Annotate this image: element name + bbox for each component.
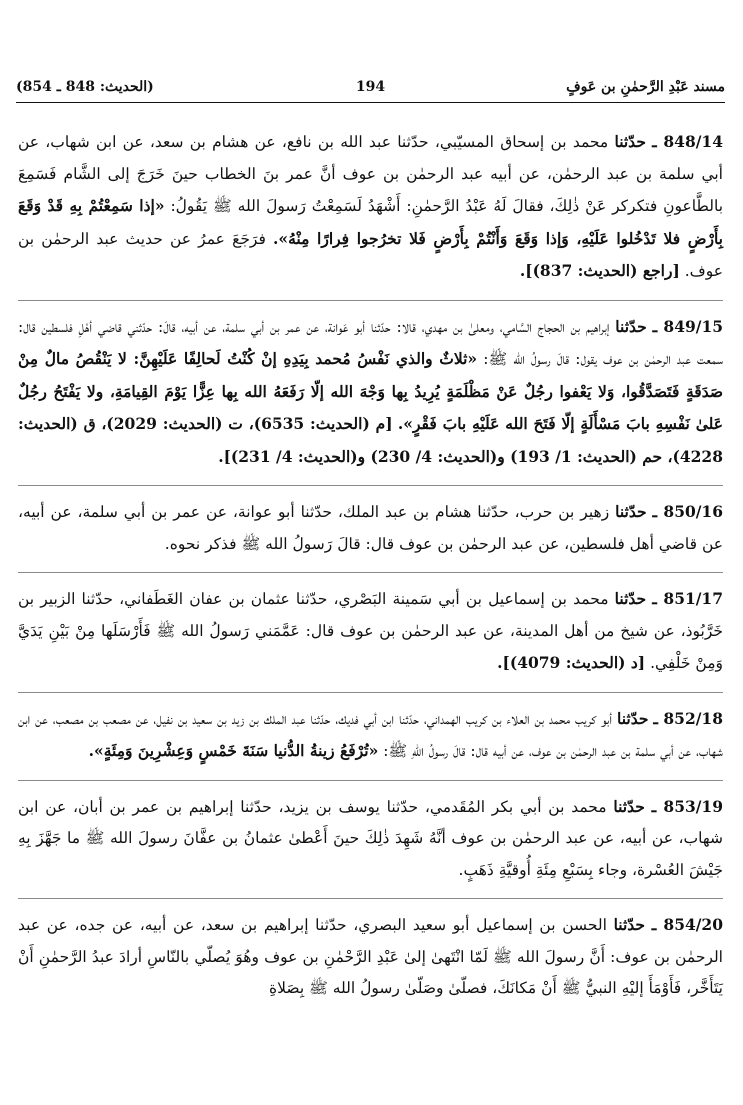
haddathana: حدّثنا xyxy=(615,502,647,521)
hadith-tail: فرَجَعَ عمرُ عن حديث عبد الرحمٰن بن عوف. xyxy=(18,229,723,280)
hadith-reference: [د (الحديث: 4079)]. xyxy=(497,653,646,672)
running-header xyxy=(16,74,725,100)
haddathana: حدّثنا xyxy=(613,796,645,816)
hadith-range: (الحديث: 848 ـ 854) xyxy=(16,79,154,95)
haddathana: حدّثنا xyxy=(615,316,647,336)
hadith-number: 849/15 ـ xyxy=(652,316,724,336)
hadith-entry xyxy=(18,692,723,780)
hadith-number: 848/14 ـ xyxy=(652,132,723,151)
hadith-number: 852/18 ـ xyxy=(653,708,723,728)
book-title: مسند عَبْدِ الرَّحمٰنِ بن عَوفٍ xyxy=(566,79,725,95)
hadith-entry xyxy=(18,485,723,572)
hadith-matn: «إذا سَمِعْتُمْ بِهِ قَدْ وَقَعَ بِأَرْضٍ فلا تَدْخُلوا عَلَيْهِ، وَإذا وَقَعَ وَأَنْتُمْ بِأَرْضٍ فَلا تخرُجوا فِرارًا مِنْهُ». xyxy=(18,196,723,248)
hadith-reference: [م (الحديث: 6535)، ت (الحديث: 2029)، ق (الحديث: 4228)، حم (الحديث: 1/ 193) و(الحديث: 4/ 230) و(الحديث: 4/ 231)]. xyxy=(18,414,723,466)
hadith-entry xyxy=(18,116,723,300)
hadith-isnad: أبو كريب محمد بن العلاء بن كريب الهمداني، حدّثنا ابن أبي فديك، حدّثنا عبد الملك بن زيد بن سعيد بن نفيل، عن مصعب بن مصعب، عن ابن شهاب، عن أبي سلمة بن عبد الرحمٰن بن عوف، عن أبيه قال: قالَ رسولُ اللهِ ﷺ: xyxy=(18,709,723,760)
hadith-entry xyxy=(18,572,723,692)
hadith-number: 850/16 ـ xyxy=(652,502,723,521)
hadith-matn: «تُرْفَعُ زينةُ الدُّنيا سَنَةَ خَمْسٍ وَعِشْرِينَ وَمِئَةٍ». xyxy=(88,741,379,760)
haddathana: حدّثنا xyxy=(614,132,646,151)
haddathana: حدّثنا xyxy=(613,915,646,934)
haddathana: حدّثنا xyxy=(614,589,647,608)
hadith-entry xyxy=(18,300,723,486)
haddathana: حدّثنا xyxy=(617,708,649,728)
hadith-matn: «ثلاثٌ والذي نَفْسُ مُحمد بِيَدِهِ إنْ كُنْتُ لَحالِفًا عَلَيْهِنَّ: لا يَنْقُصُ مالٌ مِنْ صَدَقَةٍ فَتَصَدَّقُوا، وَلا يَعْفوا رجُلٌ عَنْ مَظْلَمَةٍ يُرِيدُ بِها وَجْهَ الله إلّا رَفَعَهُ الله بِها عِزًّا يَوْمَ القِيامَةِ، ولا يَفْتَحُ رجُلٌ عَلىٰ نَفْسِهِ بابَ مَسْأَلَةٍ إلّا فَتَحَ الله عَلَيْهِ بابَ فَقْرٍ». xyxy=(18,349,723,433)
hadith-isnad: إبراهيم بن الحجاج السَّامي، ومعلىٰ بن مهدي، قالا: حدّثنا أبو عَوانة، عن عمر بن أبي سلمة، عن أبيه، قالَ: حدّثني قاضي أهْلِ فلسطين قال: سمعت عبد الرحمٰن بن عوف يقول: قالَ رسولُ الله ﷺ: xyxy=(18,317,723,368)
hadith-isnad: الحسن بن إسماعيل أبو سعيد البصري، حدّثنا إبراهيم بن سعد، عن أبيه، عن جده، عن عبد الرحمٰن بن عوف: أَنَّ رسولَ الله ﷺ لَمّا انْتَهىٰ إلىٰ عَبْدِ الرَّحْمٰنِ بن عوف وهُوَ يُصلّي بالنّاسِ أرادَ عبدُ الرَّحمٰنِ أَنْ يَتَأَخَّر، فَأَوْمَأَ إليْهِ النبيُّ ﷺ أَنْ مَكانَكَ، فصلّىٰ وصَلّىٰ رسولُ الله ﷺ بِصَلاةِ xyxy=(18,916,723,997)
page-number: 194 xyxy=(355,79,386,95)
page-body xyxy=(18,116,723,1017)
hadith-isnad: محمد بن أبي بكر المُقَدمي، حدّثنا يوسف بن يزيد، حدّثنا إبراهيم بن عمر بن أبان، عن ابن شهاب، عن أبيه، عن عبد الرحمٰن بن عوف أنَّهُ شَهِدَ ذٰلِكَ حينَ أَعْطىٰ عثمانُ بن عفَّانَ رسولَ الله ﷺ ما جَهَّزَ بِهِ جَيْشَ العُسْرة، وجاء بِسَبْعِ مِئَةِ أُوقيَّةِ ذَهَبٍ. xyxy=(18,797,723,879)
hadith-isnad: زهير بن حرب، حدّثنا هشام بن عبد الملك، حدّثنا أبو عوانة، عن عمر بن أبي سلمة، عن أبيه، عن قاضي أهل فلسطين، عن عبد الرحمٰن بن عوف قال: قالَ رَسولُ الله ﷺ فذكر نحوه. xyxy=(18,503,723,553)
hadith-number: 854/20 ـ xyxy=(651,915,723,934)
hadith-entry xyxy=(18,898,723,1017)
hadith-isnad: محمد بن إسحاق المسيّبي، حدّثنا عبد الله بن نافع، عن هشام بن سعد، عن ابن شهاب، عن أبي سلمة بن عبد الرحمٰن، عن أبيه عبد الرحمٰن بن عوف أنَّ عمر بنَ الخطاب حينَ خَرَجَ إلى الشَّام فَسَمِعَ بالطَّاعونِ فتكركر عَنْ ذٰلِكَ، فقالَ لَهُ عَبْدُ الرَّحمٰنِ: أَشْهَدُ لَسَمِعْتُ رَسولَ الله ﷺ يَقُولُ: xyxy=(18,133,724,215)
hadith-reference: [راجع (الحديث: 837)]. xyxy=(519,261,680,280)
hadith-number: 851/17 ـ xyxy=(652,589,723,608)
hadith-number: 853/19 ـ xyxy=(651,796,723,816)
header-rule xyxy=(16,102,725,103)
hadith-isnad: محمد بن إسماعيل بن أبي سَمينة البَصْري، حدّثنا عثمان بن عفان الغَطَفاني، حدّثنا الزبير بن خَرَّبُوذ، عن شيخ من أهل المدينة، عن عبد الرحمٰن بن عوف قال: عَمَّمَني رَسولُ الله ﷺ فَأَرْسَلَها مِنْ بَيْنِ يَدَيَّ وَمِنْ خَلْفِي. xyxy=(18,590,723,672)
hadith-entry xyxy=(18,780,723,899)
